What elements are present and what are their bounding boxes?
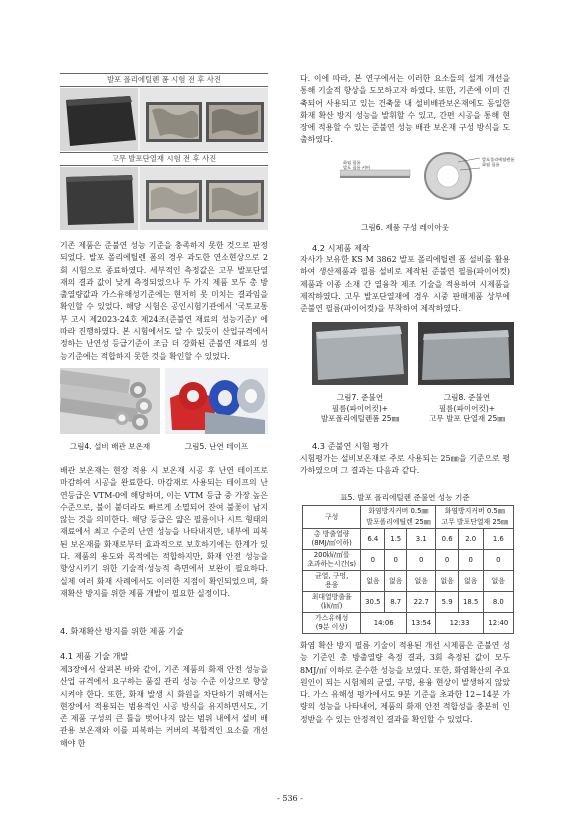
figure-4-caption: 그림4. 설비 배관 보온재 (69, 442, 151, 451)
figure-7-caption (305, 393, 415, 425)
diagram-label-a: 화염 필름 (343, 160, 361, 165)
figure-7-line-1: 그림7. 준불연 (336, 393, 384, 402)
table-cell: 3.1 (407, 529, 436, 550)
right-paragraph-2: 자사가 보유한 KS M 3862 발포 폴리에틸렌 폼 설비를 활용하여 생산제품과 필름 설비로 제작된 준불연 필름(파이어컷)제품과 이종 소재 간 열융착 제조 기술을 적용하여 시제품을 제작하였다. 고무 발포단열재에 경우 시중 판매제품 상부에 준불연 필름(파이어컷)을 부착하여 제작하였다. (300, 255, 510, 314)
photo-caption-1: 발포 폴리에틸렌 폼 시험 전 후 사진 (60, 73, 268, 87)
table-cell: 0 (483, 550, 513, 571)
rubber-sample-photos (60, 167, 268, 230)
table-row (303, 571, 514, 592)
table-cell: 없음 (483, 571, 513, 592)
diagram-labels-left (343, 160, 370, 170)
table-cell: 1.5 (385, 529, 407, 550)
right-paragraph-1: 다. 이에 따라, 본 연구에서는 이러한 요소들의 설계 개선을 통해 기술적 향상을 도모하고자 하였다. 또한, 기존에 이미 건축되어 사용되고 있는 건축물 내 설비배관보온재에도 동일한 화재 확산 방지 성능을 발휘할 수 있고, 간편 시공을 통해 현장에 적용할 수 있는 준불연 성능 배관 보온재 구성 방식을 도출하였다. (300, 74, 510, 145)
fire-tape-image (165, 368, 268, 434)
left-paragraph-2: 배관 보온재는 현장 적용 시 보온재 시공 후 난연 테이프로 마감하여 시공을 완료한다. 마감재로 사용되는 테이프의 난연등급은 VTM-0에 해당하며, 이는 VTM 등급 중 가장 높은 수준으로, 불이 붙더라도 빠르게 소멸되어 잔여 불꽃이 남지 않는 것을 의미한다. 해당 등급은 얇은 필름이나 시트 형태의 재료에서 최고 수준의 난연 성능을 나타내지만, 내부에 피복된 보온재를 화재로부터 효과적으로 보호하기에는 한계가 있다. 제품의 용도와 목적에는 적합하지만, 화재 안전 성능을 향상시키기 위한 기술적·성능적 측면에서 보완이 필요하다. 실제 여러 화재 사례에서도 이러한 지점이 확인되었으며, 화재확산 방지를 위한 제품 개발이 필요한 실정이다. (60, 466, 268, 598)
table-cell: 0 (385, 550, 407, 571)
table-header-col1-line2: 발포폴리에틸렌 25㎜ (361, 517, 436, 529)
table-cell: 0 (361, 550, 385, 571)
table-cell: 0 (458, 550, 483, 571)
page-number: - 536 - (277, 794, 303, 803)
pipe-insulation-photo (60, 368, 160, 434)
table-cell: 없음 (361, 571, 385, 592)
table-cell: 없음 (458, 571, 483, 592)
table-cell: 0 (436, 550, 458, 571)
section-4-2-heading: 4.2 시제품 제작 (312, 243, 370, 253)
figure-8-line-3: 고무 발포 단열재 25㎜ (429, 414, 505, 423)
right-paragraph-4: 화염 확산 방지 필름 기술이 적용된 개선 시제품은 준불연 성능 기준인 총 방출열량 측정 결과, 3회 측정된 값이 모두 8MJ/㎡ 이하로 준수한 성능을 보였다. 또한, 화염확산의 주요 원인이 되는 시험체의 균열, 구멍, 용융 현상이 발생하지 않았다. 가스 유해성 평가에서도 9분 기준을 초과한 12~14분 가량의 성능을 나타내어, 제품의 화재 안전 적합성을 충분히 인정받을 수 있는 안정적인 결과를 확인할 수 있었다. (300, 641, 510, 724)
table-cell: 22.7 (407, 592, 436, 613)
table-cell: 없음 (385, 571, 407, 592)
prototype-pe-photo (312, 322, 408, 385)
table-cell: 6.4 (361, 529, 385, 550)
row-label: 가스유해성 (9분 이상) (303, 613, 361, 634)
table-cell: 13:54 (407, 613, 436, 634)
table-row (303, 529, 514, 550)
table-header-col2-line2: 고무 발포단열재 25㎜ (436, 517, 514, 529)
table-cell: 없음 (407, 571, 436, 592)
table-cell: 18.5 (458, 592, 483, 613)
table-row (303, 592, 514, 613)
table-cell: 0.6 (436, 529, 458, 550)
table-cell: 30.5 (361, 592, 385, 613)
figure-5-caption: 그림5. 난연 테이프 (184, 442, 249, 451)
row-label: 총 방출열량 (8MJ/㎡이하) (303, 529, 361, 550)
row-label: 최대열방출율 (㎾/㎡) (303, 592, 361, 613)
table-header-group: 구성 (303, 506, 361, 529)
table-cell: 0 (407, 550, 436, 571)
performance-table (302, 505, 514, 634)
table-cell: 8.7 (385, 592, 407, 613)
figure-8-line-1: 그림8. 준불연 (443, 393, 491, 402)
table-cell: 2.0 (458, 529, 483, 550)
table-cell: 14:06 (361, 613, 407, 634)
table-5-title: 표5. 발포 폴리에틸렌 준불연 성능 기준 (340, 493, 470, 502)
foam-test-photo-row (60, 88, 268, 151)
section-4-heading: 4. 화재확산 방지를 위한 제품 기술 (60, 626, 184, 636)
diagram-labels-right (482, 157, 514, 167)
section-4-1-heading: 4.1 제품 기술 개발 (60, 651, 129, 661)
prototype-rubber-image (418, 322, 514, 385)
left-paragraph-1: 기존 제품은 준불연 성능 기준을 충족하지 못한 것으로 판정되었다. 발포 폴리에틸렌 폼의 경우 과도한 연소현상으로 2회 시험으로 종료하였다. 세부적인 측정값은 고무 발포단열재의 결과 값이 낮게 측정되었으나 두 가지 제품 모두 총 방출열량값과 가스유해성기준에는 현저히 못 미치는 결과임을 확인할 수 있었다. 해당 시험은 공인시험기관에서 '국토교통부 고시 제2023-24호 제24조(준불연 재료의 성능기준)' 에 따라 진행하였다. 본 시험에서도 알 수 있듯이 산업규격에서 정하는 난연성 등급기준이 조금 더 강화된 준불연 재료의 성능기준에는 적합하지 못한 것을 확인할 수 있었다. (60, 241, 268, 361)
figure-7-line-3: 발포폴리에틸렌폼 25㎜ (320, 414, 400, 423)
table-cell: 5.9 (436, 592, 458, 613)
right-paragraph-3: 시험평가는 설비보온재로 주로 사용되는 25㎜을 기준으로 평가하였으며 그 결과는 다음과 같다. (300, 454, 510, 476)
table-header-col1-line1: 화염방지커버 0.5㎜ (361, 506, 436, 518)
diagram-label-c: 발포폴리에틸렌폼 (482, 157, 515, 162)
table-cell: 12:33 (436, 613, 483, 634)
table-row (303, 550, 514, 571)
row-label: 균열, 구멍, 용융 (303, 571, 361, 592)
rubber-test-photo-row (60, 167, 268, 230)
pipe-insulation-image (60, 368, 160, 434)
table-row-gas (303, 613, 514, 634)
table-cell: 8.0 (483, 592, 513, 613)
fire-tape-photo (165, 368, 268, 434)
figure-8-line-2: 필름(파이어컷)+ (438, 403, 496, 413)
table-cell: 1.6 (483, 529, 513, 550)
section-4-3-heading: 4.3 준불연 시험 평가 (312, 441, 389, 451)
figure-7-line-2: 필름(파이어컷)+ (331, 403, 389, 413)
table-header-row (303, 506, 514, 518)
diagram-label-d: 화염 필름 (482, 162, 500, 167)
left-paragraph-3: 제3장에서 살펴본 바와 같이, 기존 제품의 화재 안전 성능을 산업 규격에서 요구하는 품질 관리 성능 수준 이상으로 향상시켜야 한다. 또한, 화재 발생 시 화원을 차단하기 위해서는 현장에서 적용되는 범용적인 시공 방식을 유지하면서도, 기존 제품 구성의 큰 틀을 벗어나지 않는 범위 내에서 설비 배관용 보온재와 이를 피복하는 커버의 복합적인 요소를 개선해야 한 (60, 665, 268, 748)
prototype-rubber-photo (418, 322, 514, 385)
table-header-col2-line1: 화염방지커버 0.5㎜ (436, 506, 514, 518)
photo-caption-2: 고무 발포단열재 시험 전 후 사진 (60, 152, 268, 166)
figure-8-caption (411, 393, 523, 425)
table-cell: 12:40 (483, 613, 513, 634)
prototype-pe-image (312, 322, 408, 385)
table-cell: 없음 (436, 571, 458, 592)
row-label: 200㎾/㎡를 초과하는시간(s) (303, 550, 361, 571)
foam-sample-photos (60, 88, 268, 151)
diagram-label-b: 발포 필름 커버 (343, 165, 370, 170)
figure-6-caption: 그림6. 제품 구성 레이아웃 (361, 223, 449, 232)
